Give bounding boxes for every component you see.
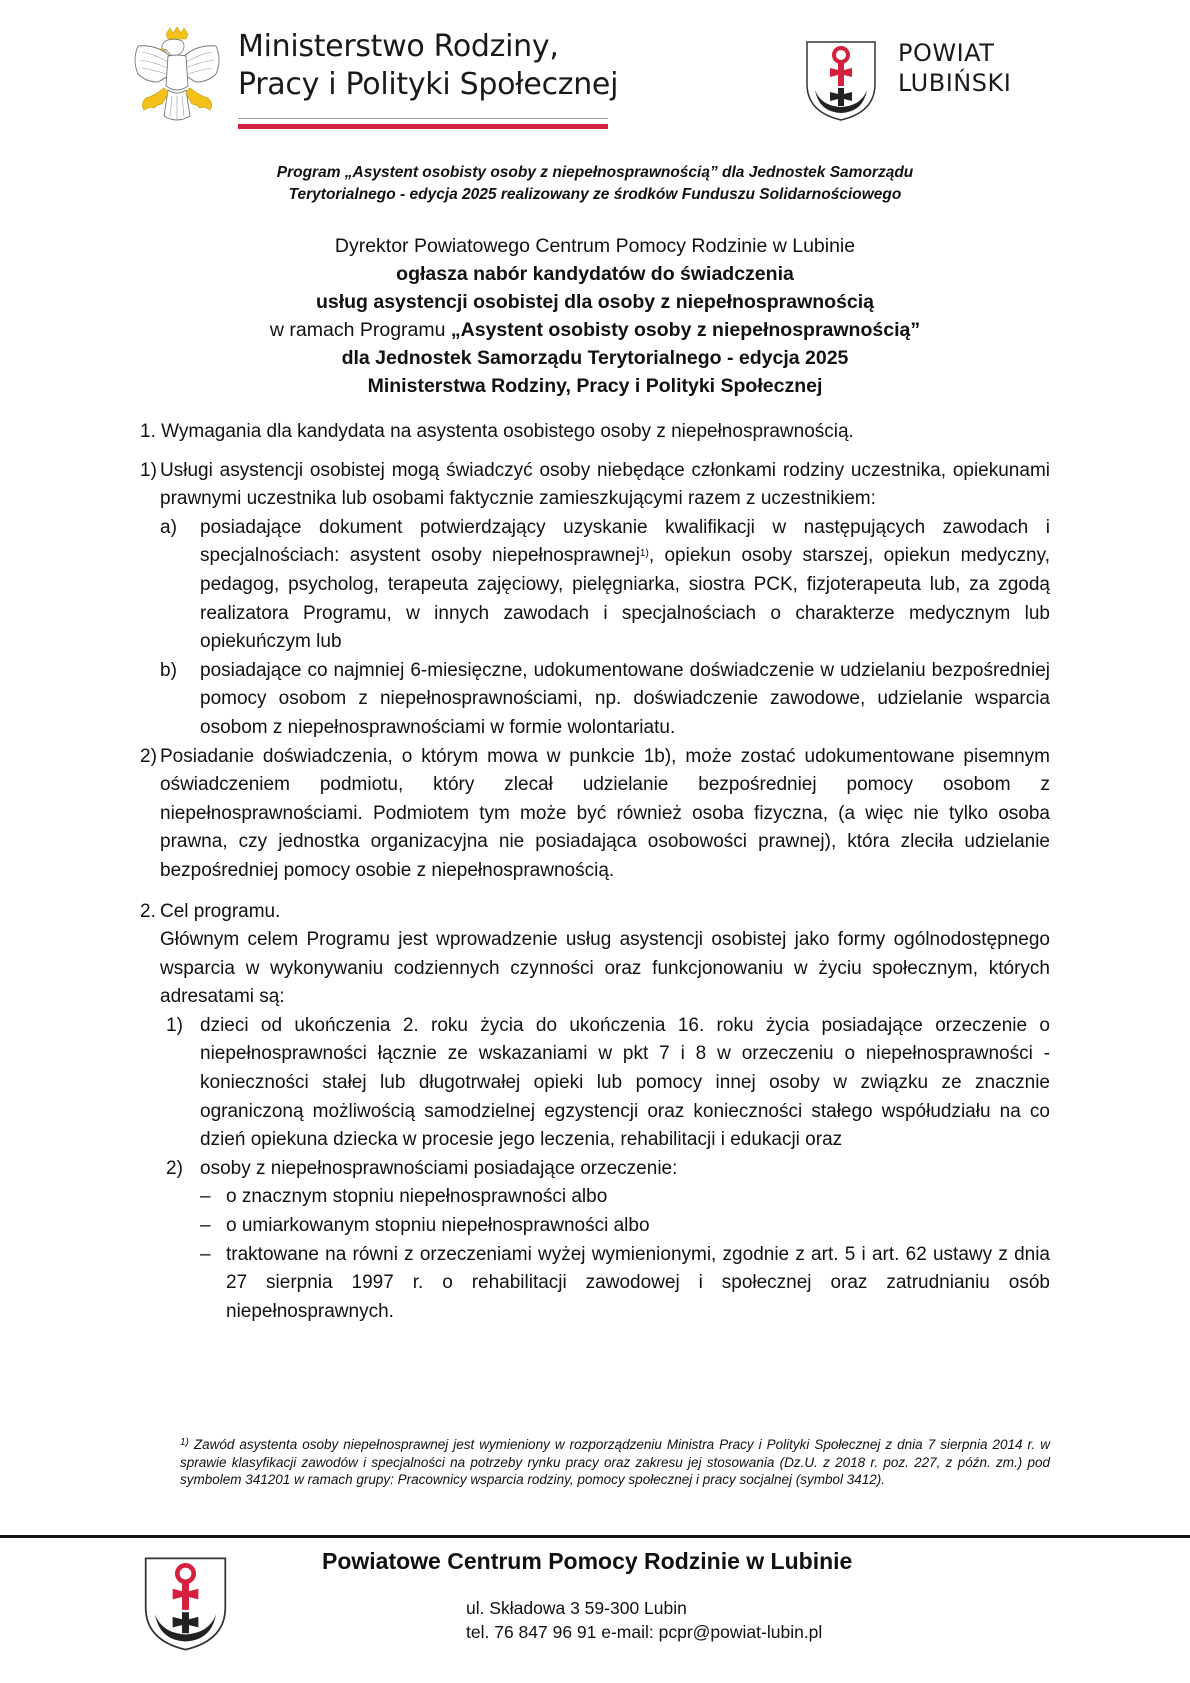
footer-organization-name: Powiatowe Centrum Pomocy Rodzinie w Lubinie xyxy=(322,1548,853,1574)
dash-item-text: o umiarkowanym stopniu niepełnosprawności albo xyxy=(226,1215,650,1237)
powiat-name xyxy=(898,38,1011,98)
list-label: 2) xyxy=(166,1157,183,1179)
program-subtitle-line2: Terytorialnego - edycja 2025 realizowany ze środków Funduszu Solidarnościowego xyxy=(288,186,902,203)
section2-item2-text: osoby z niepełnosprawnościami posiadające orzeczenie: xyxy=(200,1157,678,1179)
polish-eagle-icon xyxy=(128,26,226,126)
section1-item-b xyxy=(140,657,1050,743)
ministry-name xyxy=(238,28,618,104)
dash-item-text: o znacznym stopniu niepełnosprawności albo xyxy=(226,1186,608,1208)
dash-item-text: traktowane na równi z orzeczeniami wyżej wymienionymi, zgodnie z art. 5 i art. 62 ustawy z dnia 27 sierpnia 1997 r. o rehabilitacji zawodowej i społecznej oraz zatrudnianiu osób niepełnosprawnych. xyxy=(226,1243,1050,1322)
ministry-red-rule xyxy=(238,124,608,129)
ministry-name-line1: Ministerstwo Rodziny, xyxy=(238,29,559,64)
dash-bullet: – xyxy=(200,1215,211,1237)
section2-heading-text: Cel programu. xyxy=(160,900,281,922)
section1-item2: 2) Posiadanie doświadczenia, o którym mowa w punkcie 1b), może zostać udokumentowane pisemnym oświadczeniem podmiotu, który zlecał udzielanie bezpośredniej pomocy osobom z niepełnosprawnościami. Podmiotem tym może być również osoba fizyczna, (a więc nie tylko osoba prawna, czy jednostka organizacyjna nie posiadająca osobowości prawnej), która zleciła udzielanie bezpośredniej pomocy osobie z niepełnosprawnością. xyxy=(140,743,1050,886)
title-line-director: Dyrektor Powiatowego Centrum Pomocy Rodzinie w Lubinie xyxy=(334,235,856,257)
title-line-program xyxy=(120,316,1070,344)
section2-item2 xyxy=(140,1155,1050,1184)
section-number: 2. xyxy=(140,900,156,922)
title-line-services: usług asystencji osobistej dla osoby z niepełnosprawnością xyxy=(315,291,875,313)
title-line-program-name: „Asystent osobisty osoby z niepełnosprawnością” xyxy=(450,319,921,341)
document-body xyxy=(140,418,1050,1326)
list-label: 1) xyxy=(166,1014,183,1036)
list-label: b) xyxy=(160,659,177,681)
footnote xyxy=(180,1436,1050,1489)
dash-item xyxy=(140,1212,1050,1241)
title-line-announces: ogłasza nabór kandydatów do świadczenia xyxy=(396,263,794,285)
section1-item-b-text: posiadające co najmniej 6-miesięczne, udokumentowane doświadczenie w udzielaniu bezpośredniej pomocy osobom z niepełnosprawnościami, np. doświadczenie zawodowe, udzielanie wsparcia osobom z niepełnosprawnościami w formie wolontariatu. xyxy=(200,659,1050,738)
section1-item1: 1) Usługi asystencji osobistej mogą świadczyć osoby niebędące członkami rodziny uczestnika, opiekunami prawnymi uczestnika lub osobami faktycznie zamieszkującymi razem z uczestnikiem: xyxy=(140,457,1050,514)
powiat-crest-icon xyxy=(143,1556,228,1652)
footnote-marker: 1) xyxy=(180,1437,189,1448)
dash-bullet: – xyxy=(200,1186,211,1208)
footer-contact xyxy=(466,1596,822,1644)
section1-item-a xyxy=(140,514,1050,657)
footnote-text: Zawód asystenta osoby niepełnosprawnej jest wymieniony w rozporządzeniu Ministra Pracy i Polityki Społecznej z dnia 7 sierpnia 2014 r. w sprawie klasyfikacji zawodów i specjalności na potrzeby rynku pracy oraz zakresu jej stosowania (Dz.U. z 2018 r. poz. 227, z późn. zm.) pod symbolem 341201 w ramach grupy: Pracownicy wsparcia rodziny, pomocy społecznej i pracy socjalnej (symbol 3412). xyxy=(180,1437,1050,1487)
list-label: a) xyxy=(160,516,177,538)
footer-phone-email[interactable]: tel. 76 847 96 91 e-mail: pcpr@powiat-lubin.pl xyxy=(466,1622,823,1642)
program-subtitle xyxy=(120,162,1070,206)
section2-heading xyxy=(140,898,1050,927)
powiat-name-line2: LUBIŃSKI xyxy=(898,69,1012,97)
footer-divider xyxy=(0,1535,1190,1538)
powiat-crest-icon xyxy=(805,40,877,122)
section1-heading: 1. Wymagania dla kandydata na asystenta osobistego osoby z niepełnosprawnością. xyxy=(140,421,854,442)
title-line-program-prefix: w ramach Programu xyxy=(269,319,451,341)
footnote-reference[interactable]: 1) xyxy=(639,548,649,560)
section2-intro: Głównym celem Programu jest wprowadzenie usług asystencji osobistej jako formy ogólnodostępnego wsparcia w wykonywaniu codziennych czynności oraz funkcjonowaniu w życiu społecznym, których adresatami są: xyxy=(160,929,1050,1008)
announcement-title xyxy=(120,232,1070,400)
section2-item1-text: dzieci od ukończenia 2. roku życia do ukończenia 16. roku życia posiadające orzeczenie o niepełnosprawności łącznie ze wskazaniami w pkt 7 i 8 w orzeczeniu o niepełnosprawności - konieczności stałej lub długotrwałej opieki lub pomocy innej osoby w związku ze znacznie ograniczoną możliwością samodzielnej egzystencji oraz konieczności stałego współudziału na co dzień opiekuna dziecka w procesie jego leczenia, rehabilitacji i edukacji oraz xyxy=(200,1014,1050,1151)
item-a-text-part2: , opiekun osoby starszej, opiekun medyczny, pedagog, psycholog, terapeuta zajęciowy, pielęgniarka, siostra PCK, fizjoterapeuta lub, za zgodą realizatora Programu, w innych zawodach i specjalnościach o charakterze medycznym lub opiekuńczym lub xyxy=(200,545,1050,653)
dash-item xyxy=(140,1183,1050,1212)
item-a-text-part1: posiadające dokument potwierdzający uzyskanie kwalifikacji w następujących zawodach i specjalnościach: asystent osoby niepełnosprawnej xyxy=(200,516,1050,567)
footer-address: ul. Składowa 3 59-300 Lubin xyxy=(466,1598,687,1618)
title-line-edition: dla Jednostek Samorządu Terytorialnego - edycja 2025 xyxy=(341,347,849,369)
program-subtitle-line1: Program „Asystent osobisty osoby z niepełnosprawnością” dla Jednostek Samorządu xyxy=(276,164,914,181)
title-line-ministry: Ministerstwa Rodziny, Pracy i Polityki Społecznej xyxy=(367,375,823,397)
ministry-name-line2: Pracy i Polityki Społecznej xyxy=(238,67,619,102)
powiat-name-line1: POWIAT xyxy=(898,39,995,67)
ministry-gray-rule xyxy=(238,118,608,119)
dash-item xyxy=(140,1241,1050,1327)
section1-item-a-text xyxy=(200,514,1050,657)
section1-item2-text: Posiadanie doświadczenia, o którym mowa w punkcie 1b), może zostać udokumentowane pisemnym oświadczeniem podmiotu, który zlecał udzielanie bezpośredniej pomocy osobom z niepełnosprawnościami. Podmiotem tym może być również osoba fizyczna, (a więc nie tylko osoba prawna, czy jednostka organizacyjna nie posiadająca osobowości prawnej), która zleciła udzielanie bezpośredniej pomocy osobie z niepełnosprawnością. xyxy=(160,745,1050,881)
section2-item1 xyxy=(140,1012,1050,1155)
section1-item1-text: Usługi asystencji osobistej mogą świadczyć osoby niebędące członkami rodziny uczestnika, opiekunami prawnymi uczestnika lub osobami faktycznie zamieszkującymi razem z uczestnikiem: xyxy=(160,459,1050,510)
dash-bullet: – xyxy=(200,1243,211,1265)
